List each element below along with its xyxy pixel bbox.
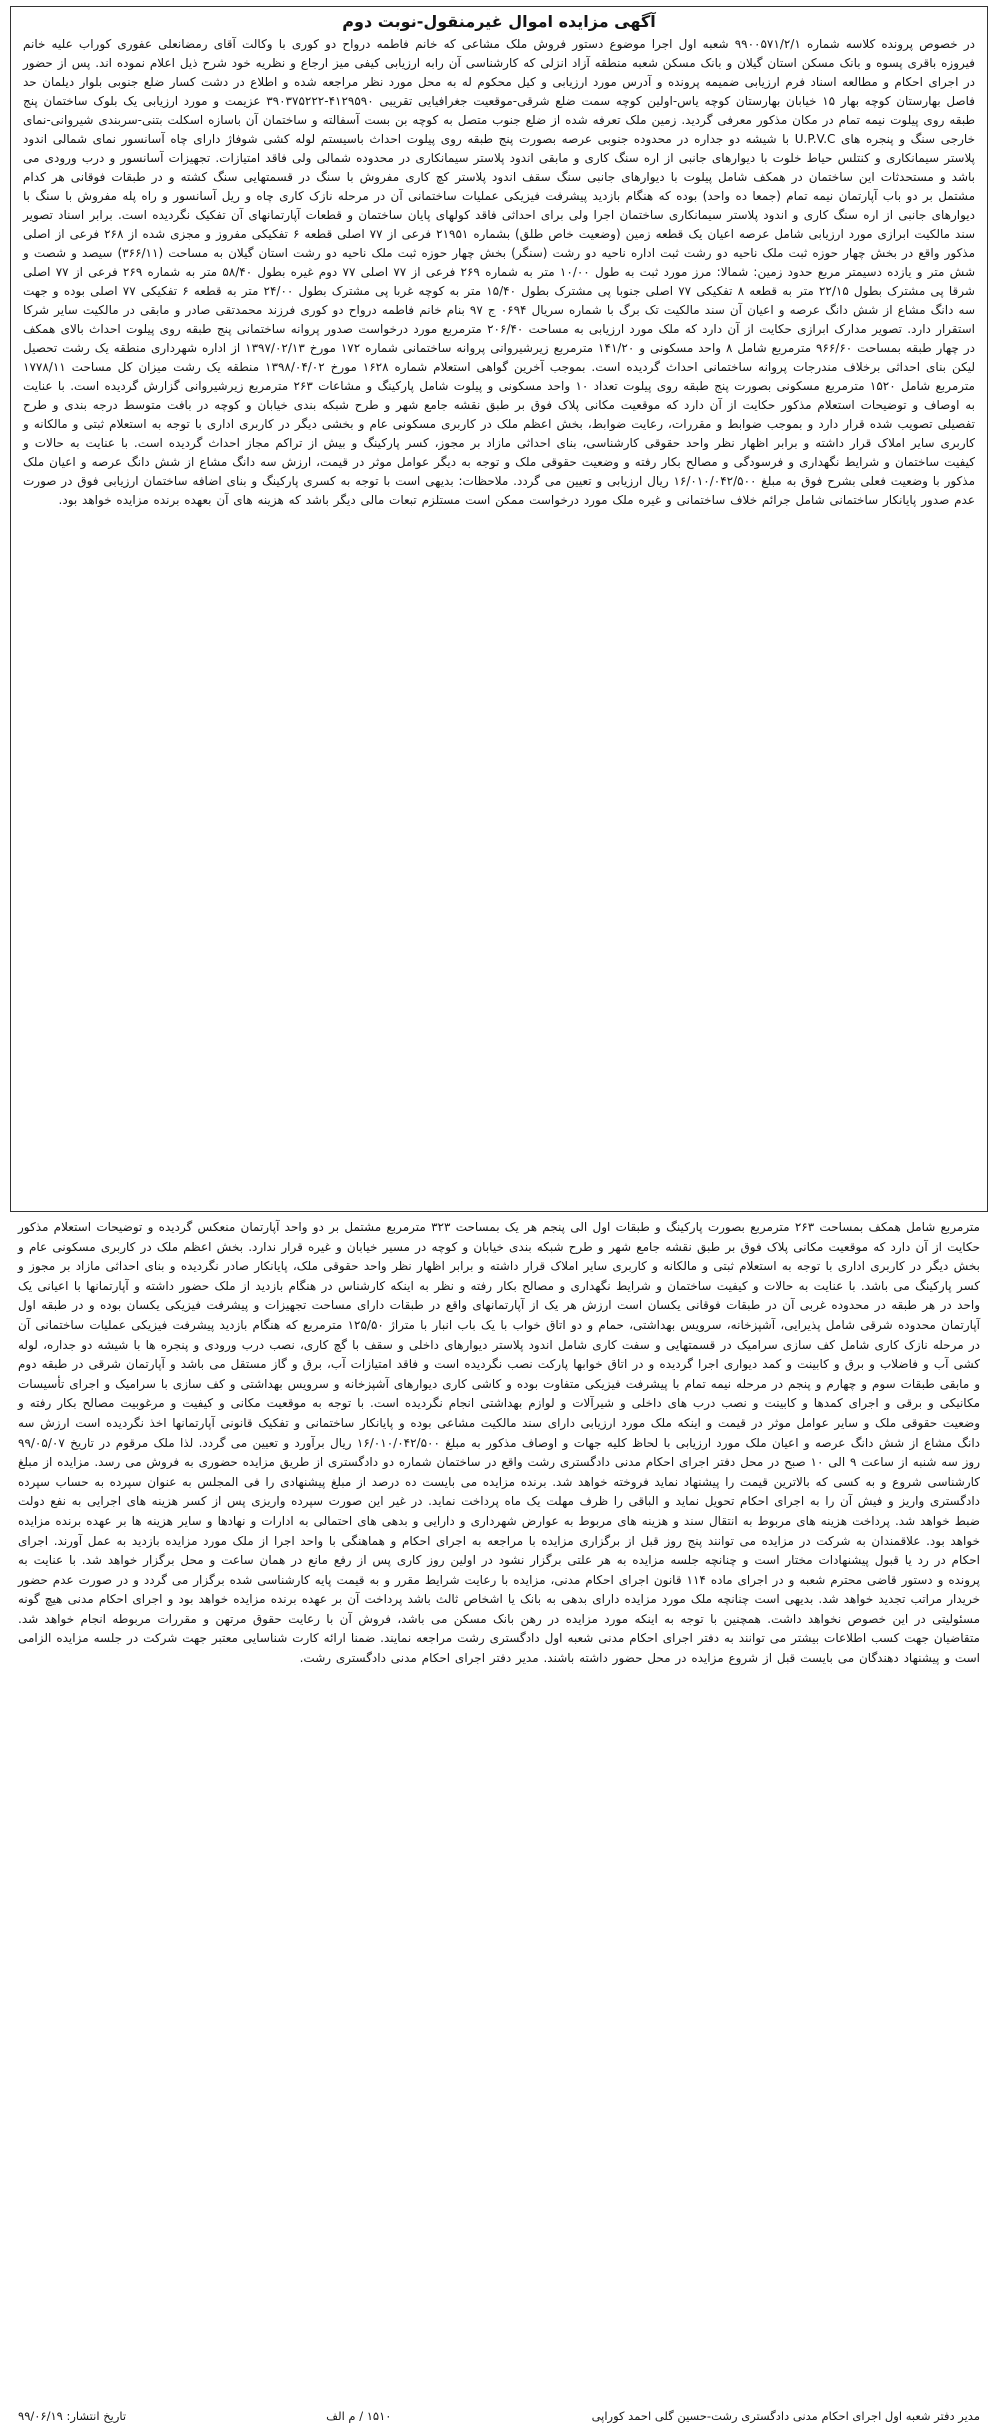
notice-continuation <box>10 1218 988 2403</box>
notice-body: در خصوص پرونده کلاسه شماره ۹۹۰۰۵۷۱/۲/۱ شعبه اول اجرا موضوع دستور فروش ملک مشاعی که خانم فاطمه درواح دو کوری با وکالت آقای رمضانعلی عفوری کوراب علیه خانم فیروزه باقری پسوه و بانک مسکن استان گیلان و بانک مسکن شعبه منطقه آزاد انزلی که کارشناسی آن رابه ارزیابی کیفی میز ارجاع و نظریه خود شرح ذیل اعلام نموده اند. پس از حضور در اجرای احکام و مطالعه اسناد فرم ارزیابی ضمیمه پرونده و آدرس مورد ارزیابی و کیل محکوم له به محل مورد نظر مراجعه شده و اطلاع در دشت کسار ضلع جنوبی بلوار دیلمان حد فاصل بهارستان کوچه بهار ۱۵ خیابان بهارستان کوچه یاس-اولین کوچه سمت ضلع شرقی-موقعیت جغرافیایی تقریبی ۴۱۲۹۵۹۰-۳۹۰۳۷۵۲۲۲ عزیمت و مورد ارزیابی یک بلوک ساختمان پنج طبقه روی پیلوت نیمه تمام در مکان مذکور معرفی گردید. زمین ملک تعرفه شده از ضلع جنوب متصل به کوچه بن بست آسفالته و ساختمان آن باسازه اسکلت بتنی-سربندی شیروانی-نمای خارجی سنگ و پنجره های U.P.V.C با شیشه دو جداره در محدوده جنوبی عرصه بصورت پنج طبقه روی پیلوت احداث باسیستم لوله کشی شوفاژ دارای چاه آسانسور نمای شمالی اندود پلاستر سیمانکاری و کنتلس حیاط خلوت با دیوارهای جانبی از اره سنگ کاری و مابقی اندود پلاستر سیمانکاری در محدوده شمالی ولی فاقد امتیازات. تجهیزات آسانسور و درب ورودی می باشد و مستحدثات این ساختمان در همکف شامل پیلوت با دیوارهای جانبی سنگ سقف اندود پلاستر کچ کاری مفروش با سنگ در قسمتهایی سنگ کشته و در طبقات فوقانی هر کدام مشتمل بر دو باب آپارتمان نیمه تمام (جمعا ده واحد) بوده که هنگام بازدید پیشرفت فیزیکی عملیات ساختمانی آن در مرحله نازک کاری چاه و ریل آسانسور و راه پله مفروش با سنگ با دیوارهای جانبی از اره سنگ کاری و اندود پلاستر سیمانکاری ساختمان اجرا ولی برای احداثی فاقد کولهای پایان ساختمان و قطعات آپارتمانهای آن تفکیک نگردیده است. برابر اسناد تصویر سند مالکیت ابرازی مورد ارزیابی شامل عرصه اعیان یک قطعه زمین (وضعیت خاص طلق) بشماره ۲۱۹۵۱ فرعی از ۷۷ اصلی قطعه ۶ تفکیکی مفروز و مجزی شده از ۲۶۸ فرعی از اصلی مذکور واقع در بخش چهار حوزه ثبت ملک ناحیه دو رشت ثبت اداره ناحیه دو رشت (سنگر) بخش چهار حوزه ثبت ملک ناحیه دو رشت استان گیلان به مساحت (۳۶۶/۱۱) سیصد و شصت و شش متر و یازده دسیمتر مربع حدود زمین: شمالا: مرز مورد ثبت به طول ۱۰/۰۰ متر به شماره ۲۶۹ فرعی از ۷۷ اصلی ۷۷ دوم غیره بطول ۵۸/۴۰ متر به شماره ۲۶۹ فرعی از ۷۷ اصلی شرقا پی مشترک بطول ۲۲/۱۵ متر به قطعه ۸ تفکیکی ۷۷ اصلی جنوبا پی مشترک بطول ۱۵/۴۰ متر به کوچه غربا پی مشترک بطول ۲۴/۰۰ متر به قطعه ۶ تفکیکی ۷۷ اصلی بوده و جهت سه دانگ مشاع از شش دانگ عرصه و اعیان آن سند مالکیت تک برگ با شماره سریال ۰۶۹۴ ج ۹۷ بنام خانم فاطمه درواح دو کوری فرزند محمدتقی صادر و مابقی در مالکیت سایر شرکا استقرار دارد. تصویر مدارک ابرازی حکایت از آن دارد که ملک مورد ارزیابی به مساحت ۲۰۶/۴۰ مترمربع مورد درخواست صدور پروانه ساختمانی پنج طبقه روی پیلوت احداث بالای همکف در چهار طبقه بمساحت ۹۶۶/۶۰ مترمربع شامل ۸ واحد مسکونی و ۱۴۱/۲۰ مترمربع زیرشیروانی پروانه ساختمانی شماره ۱۷۲ مورخ ۱۳۹۷/۰۲/۱۳ از اداره شهرداری منطقه یک رشت تحصیل لیکن بنای احداثی برخلاف مندرجات پروانه ساختمانی احداث گردیده است. بموجب آخرین گواهی استعلام شماره ۱۶۲۸ مورخ ۱۳۹۸/۰۴/۰۲ منطقه یک رشت میزان کل مساحت ۱۷۷۸/۱۱ مترمربع شامل ۱۵۲۰ مترمربع مسکونی بصورت پنج طبقه روی پیلوت تعداد ۱۰ واحد مسکونی و پیلوت شامل پارکینگ و مشاعات ۲۶۳ مترمربع زیرشیروانی گزارش گردیده است. با عنایت به اوصاف و توضیحات استعلام مذکور حکایت از آن دارد که موقعیت مکانی پلاک فوق بر طبق نقشه جامع شهر و طرح شبکه بندی خیابان و کوچه در بافت متوسط درجه بندی و طرح تفصیلی تصویب شده قرار دارد و بموجب ضوابط و مقررات، رعایت ضوابط، بخش اعظم ملک در کاربری مسکونی عام و بخشی دیگر در کاربری اداری با توجه به استعلام ثبتی و مالکانه و کاربری سایر املاک قرار داشته و برابر اظهار نظر واحد حقوقی کارشناسی، بنای احداثی مازاد بر مجوز، کسر پارکینگ و بیش از تراکم مجاز احداث گردیده است. با عنایت به حالات و کیفیت ساختمان و شرایط نگهداری و فرسودگی و مصالح بکار رفته و وضعیت حقوقی ملک و توجه به دیگر عوامل موثر در قیمت، ارزش سه دانگ مشاع از شش دانگ عرصه و اعیان ملک مذکور با وضعیت فعلی بشرح فوق به مبلغ ۱۶/۰۱۰/۰۴۲/۵۰۰ ریال ارزیابی و تعیین می گردد. ملاحظات: بدیهی است با توجه به کسری پارکینگ و بنای اضافه ساختمان ارزیابی فوق در صورت عدم صدور پایانکار ساختمانی شامل جرائم خلاف ساختمانی و غیره ملک مورد درخواست ممکن است مستلزم تبعات مالی دیگر باشد که هزینه های آن بعهده برنده مزایده خواهد بود. <box>23 37 976 507</box>
notice-frame <box>10 6 988 1212</box>
continuation-body: مترمربع شامل همکف بمساحت ۲۶۳ مترمربع بصورت پارکینگ و طبقات اول الی پنجم هر یک بمساحت ۳۲۳ مترمربع مشتمل بر دو واحد آپارتمان منعکس گردیده و توضیحات استعلام مذکور حکایت از آن دارد که موقعیت مکانی پلاک فوق بر طبق نقشه جامع شهر و طرح شبکه بندی خیابان و کوچه در مسیر خیابان و غیره قرار ندارد. بخش اعظم ملک در کاربری مسکونی عام و بخش دیگر در کاربری اداری با توجه به استعلام ثبتی و مالکانه و کاربری سایر املاک قرار داشته و برابر اظهار نظر واحد حقوقی ملک، پایانکار صادر نگردیده و بنای احداثی مازاد بر مجوز و کسر پارکینگ می باشد. با عنایت به حالات و کیفیت ساختمان و شرایط نگهداری و مصالح بکار رفته و نظر به اینکه کارشناس در هنگام بازدید از ملک حضور داشته و آپارتمانها با اعیانی یک واحد در هر طبقه در محدوده غربی آن در طبقات فوقانی یکسان است ارزش هر یک از آپارتمانهای واقع در طبقات دارای مساحت تجهیزات و پیشرفت فیزیکی یکسان بوده و در طبقه اول آپارتمان محدوده شرقی شامل پذیرایی، آشپزخانه، سرویس بهداشتی، حمام و دو اتاق خواب با یک باب انبار با متراژ ۱۲۵/۵۰ مترمربع که هنگام بازدید پیشرفت فیزیکی عملیات ساختمانی آن در مرحله نازک کاری شامل کف سازی سرامیک در قسمتهایی و سفت کاری شامل اندود پلاستر دیوارهای داخلی و سقف با گچ کاری، نصب درب ورودی و پنجره ها با شیشه دو جداره، لوله کشی آب و فاضلاب و برق و کابینت و کمد دیواری اجرا گردیده و در اتاق خوابها پارکت نصب نگردیده است و فاقد امتیازات آب، برق و گاز مستقل می باشد و آپارتمان شرقی در طبقه دوم و مابقی طبقات سوم و چهارم و پنجم در مرحله نیمه تمام با پیشرفت فیزیکی متفاوت بوده و کاشی کاری دیوارهای آشپزخانه و سرویس بهداشتی و کف سازی با سرامیک و اجرای تأسیسات مکانیکی و برقی و اجرای کمدها و کابینت و نصب درب های داخلی و شیرآلات و لوازم بهداشتی انجام نگردیده است. با توجه به موقعیت مکانی و کیفیت و مرغوبیت مصالح بکار رفته و وضعیت حقوقی ملک و سایر عوامل موثر در قیمت و اینکه ملک مورد ارزیابی دارای سند مالکیت مشاعی بوده و پایانکار ساختمانی و تفکیک قانونی آپارتمانها اخذ نگردیده است ارزش سه دانگ مشاع از شش دانگ عرصه و اعیان ملک مورد ارزیابی با لحاظ کلیه جهات و اوصاف مذکور به مبلغ ۱۶/۰۱۰/۰۴۲/۵۰۰ ریال برآورد و تعیین می گردد. لذا ملک مرقوم در تاریخ ۹۹/۰۵/۰۷ روز سه شنبه از ساعت ۹ الی ۱۰ صبح در محل دفتر اجرای احکام مدنی دادگستری رشت واقع در ساختمان شماره دو دادگستری از طریق مزایده حضوری به فروش می رسد. مزایده از مبلغ کارشناسی شروع و به کسی که بالاترین قیمت را پیشنهاد نماید فروخته خواهد شد. برنده مزایده می بایست ده درصد از مبلغ پیشنهادی را فی المجلس به عنوان سپرده به حساب سپرده دادگستری واریز و فیش آن را به اجرای احکام تحویل نماید و الباقی را ظرف مهلت یک ماه پرداخت نماید. در غیر این صورت سپرده واریزی پس از کسر هزینه های اجرایی به نفع دولت ضبط خواهد شد. پرداخت هزینه های مربوط به انتقال سند و هزینه های مربوط به عوارض شهرداری و دارایی و بدهی های احتمالی به ادارات و نهادها و سایر هزینه ها بر عهده برنده مزایده خواهد بود. علاقمندان به شرکت در مزایده می توانند پنج روز قبل از برگزاری مزایده با مراجعه به اجرای احکام و هماهنگی با واحد اجرا از ملک مورد مزایده بازدید به عمل آورند. اجرای احکام در رد یا قبول پیشنهادات مختار است و چنانچه جلسه مزایده به هر علتی برگزار نشود در اولین روز کاری پس از رفع مانع در همان ساعت و محل برگزار خواهد شد. با عنایت به پرونده و دستور قاضی محترم شعبه و در اجرای ماده ۱۱۴ قانون اجرای احکام مدنی، مزایده با رعایت شرایط مقرر و به قیمت پایه کارشناسی شده برگزار می گردد و در صورت عدم حضور خریدار مراتب تجدید خواهد شد. بدیهی است چنانچه ملک مورد مزایده دارای بدهی به بانک یا اشخاص ثالث باشد پرداخت آن بر عهده برنده مزایده خواهد بود و اجرای احکام مدنی هیچ گونه مسئولیتی در این خصوص نخواهد داشت. همچنین با توجه به اینکه مورد مزایده در رهن بانک مسکن می باشد، فروش آن با رعایت حقوق مرتهن و مقررات مربوطه انجام خواهد شد. متقاضیان جهت کسب اطلاعات بیشتر می توانند به دفتر اجرای احکام مدنی شعبه اول دادگستری رشت مراجعه نمایند. ضمنا ارائه کارت شناسایی معتبر جهت شرکت در جلسه مزایده الزامی است و پیشنهاد دهندگان می بایست قبل از شروع مزایده در محل حضور داشته باشند. مدیر دفتر اجرای احکام مدنی دادگستری رشت. <box>18 1220 980 1666</box>
signature: مدیر دفتر شعبه اول اجرای احکام مدنی دادگستری رشت-حسین گلی احمد کوراپی <box>591 2409 980 2423</box>
reference-number: ۱۵۱۰ / م الف <box>326 2409 392 2423</box>
notice-title: آگهی مزایده اموال غیرمنقول-نوبت دوم <box>342 12 656 31</box>
publication-date: تاریخ انتشار: ۹۹/۰۶/۱۹ <box>18 2409 127 2423</box>
notice-footer <box>10 2406 988 2426</box>
